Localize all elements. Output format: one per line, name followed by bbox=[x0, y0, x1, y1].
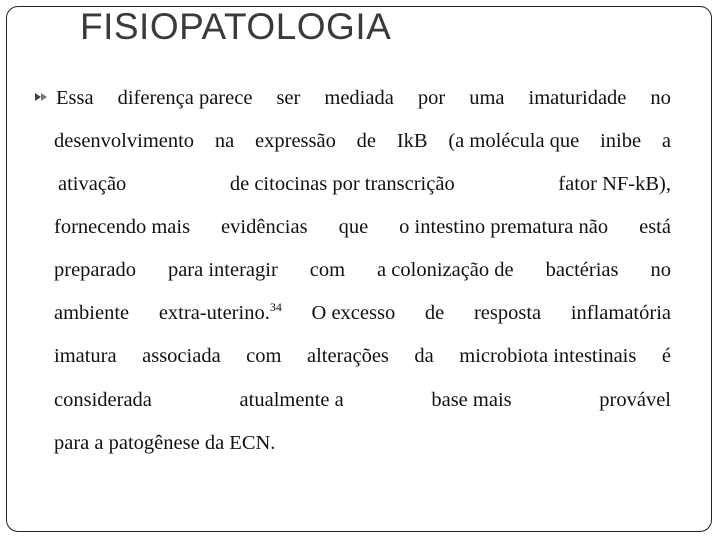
word: Essa bbox=[56, 87, 94, 109]
word: resposta bbox=[473, 302, 542, 324]
word: o intestino prematura não bbox=[399, 216, 609, 238]
citation-superscript: 34 bbox=[269, 300, 282, 314]
word: provável bbox=[599, 389, 671, 411]
word: O excesso bbox=[311, 302, 396, 324]
word: está bbox=[639, 216, 671, 238]
word: imaturidade bbox=[528, 87, 627, 109]
word: ser bbox=[276, 87, 301, 109]
paragraph-line-6 bbox=[54, 300, 671, 324]
word: de citocinas por transcrição bbox=[229, 173, 455, 195]
word: da bbox=[414, 345, 434, 367]
word: inflamatória bbox=[570, 302, 671, 324]
word-with-citation bbox=[158, 300, 282, 324]
word: evidências bbox=[221, 216, 308, 238]
word: associada bbox=[142, 345, 221, 367]
word: extra-uterino. bbox=[158, 302, 270, 324]
word: fornecendo mais bbox=[54, 216, 191, 238]
word: imatura bbox=[54, 345, 117, 367]
word: de bbox=[424, 302, 445, 324]
word: que bbox=[338, 216, 369, 238]
paragraph-line-1 bbox=[56, 88, 671, 109]
word: uma bbox=[469, 87, 505, 109]
word: a colonização de bbox=[377, 259, 514, 281]
word: atualmente a bbox=[239, 389, 344, 411]
word: expressão bbox=[255, 130, 336, 152]
word: diferença parece bbox=[117, 87, 253, 109]
word: de bbox=[356, 130, 377, 152]
paragraph-line-4 bbox=[54, 217, 671, 238]
word: bactérias bbox=[545, 259, 619, 281]
word: fator NF-kB), bbox=[558, 173, 671, 195]
word: microbiota intestinais bbox=[459, 345, 637, 367]
word: no bbox=[650, 87, 671, 109]
paragraph-line-2 bbox=[54, 131, 671, 152]
slide-title: FISIOPATOLOGIA bbox=[80, 6, 392, 47]
word: (a molécula que bbox=[448, 130, 580, 152]
word: para interagir bbox=[167, 259, 278, 281]
paragraph-line-5 bbox=[54, 260, 671, 281]
bullet-arrow-icon bbox=[34, 91, 50, 103]
word: com bbox=[246, 345, 282, 367]
word: por bbox=[417, 87, 446, 109]
word: alterações bbox=[306, 345, 389, 367]
word: preparado bbox=[54, 259, 136, 281]
word: a bbox=[661, 130, 671, 152]
word: inibe bbox=[600, 130, 642, 152]
word: considerada bbox=[54, 389, 152, 411]
word: no bbox=[650, 259, 671, 281]
paragraph-line-9: para a patogênese da ECN. bbox=[54, 432, 276, 454]
word: ambiente bbox=[54, 302, 130, 324]
paragraph-line-3 bbox=[58, 174, 671, 195]
word: base mais bbox=[431, 389, 512, 411]
word: é bbox=[661, 345, 671, 367]
paragraph-line-7 bbox=[54, 346, 671, 367]
word: ativação bbox=[58, 173, 127, 195]
word: mediada bbox=[324, 87, 394, 109]
word: IkB bbox=[396, 130, 428, 152]
word: com bbox=[309, 259, 346, 281]
word: na bbox=[214, 130, 235, 152]
paragraph-line-8 bbox=[54, 390, 671, 411]
word: desenvolvimento bbox=[54, 130, 195, 152]
